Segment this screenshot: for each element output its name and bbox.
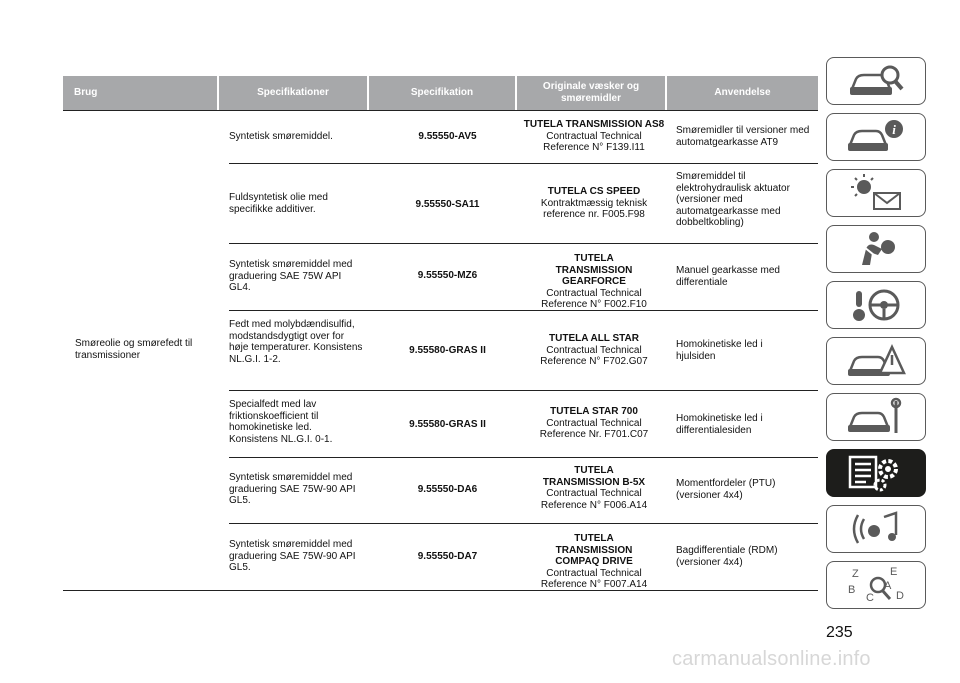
car-search-icon: [844, 61, 908, 101]
row-original-name: TUTELA TRANSMISSION COMPAQ DRIVE: [555, 533, 633, 568]
row-original: [520, 333, 668, 368]
header-brug: Brug: [63, 76, 217, 110]
row-original-ref: Kontraktmæssig teknisk reference nr. F005.F98: [540, 197, 648, 221]
row-original-ref: Contractual Technical Reference N° F002.F10: [541, 287, 647, 311]
row-spec-code: 9.55550-AV5: [418, 131, 477, 142]
row-spec-code: 9.55550-SA11: [415, 199, 480, 210]
steering-controls-icon: [844, 285, 908, 325]
index-letter: B: [848, 584, 856, 596]
row-original-name: TUTELA TRANSMISSION AS8: [523, 119, 665, 130]
technical-data-icon: [844, 453, 908, 493]
row-original: [520, 465, 668, 511]
row-use: Smøremidler til versioner med automatgearkasse AT9: [676, 125, 810, 148]
row-separator: [229, 163, 818, 164]
index-icon: [844, 565, 908, 605]
row-spec-code: 9.55580-GRAS II: [409, 345, 486, 356]
row-spec-text: Specialfedt med lav friktionskoefficient til homokinetiske led. Konsistens NL.G.I. 0-1.: [229, 399, 333, 445]
row-separator: [229, 523, 818, 524]
row-separator: [229, 390, 818, 391]
row-use: Bagdifferentiale (RDM) (versioner 4x4): [676, 545, 778, 568]
tab-starting-driving[interactable]: [826, 281, 926, 329]
row-use: Homokinetiske led i differentialesiden: [676, 413, 763, 436]
car-info-icon: [844, 117, 908, 157]
warning-light-message-icon: [844, 173, 908, 213]
row-original-name: TUTELA CS SPEED: [547, 186, 641, 197]
row-original-ref: Contractual Technical Reference N° F702.G07: [540, 344, 648, 368]
row-spec-text: Syntetisk smøremiddel med graduering SAE 75W-90 API GL5.: [229, 472, 356, 507]
index-letter: A: [884, 580, 892, 592]
row-original: [520, 406, 668, 441]
row-spec-code: 9.55550-MZ6: [417, 270, 478, 281]
index-letter: Z: [852, 568, 859, 580]
row-original-ref: Contractual Technical Reference N° F006.A14: [540, 488, 648, 511]
header-specifikationer: Specifikationer: [219, 76, 367, 110]
multimedia-icon: [844, 509, 908, 549]
row-original: [520, 186, 668, 221]
row-use: Momentfordeler (PTU) (versioner 4x4): [676, 478, 776, 501]
row-spec-code: 9.55550-DA7: [417, 551, 478, 562]
row-spec-text: Fuldsyntetisk olie med specifikke additiver.: [229, 192, 328, 215]
row-original-name: TUTELA STAR 700: [550, 406, 638, 417]
table-bottom-rule: [63, 590, 818, 591]
index-letter: C: [866, 592, 874, 604]
tab-warning-lights[interactable]: [826, 169, 926, 217]
index-letter: E: [890, 566, 898, 578]
header-specifikation: Specifikation: [369, 76, 515, 110]
group-label: Smøreolie og smørefedt til transmissioner: [75, 338, 193, 361]
page-number: 235: [826, 624, 853, 641]
footer-watermark: carmanualsonline.info: [672, 648, 871, 670]
row-original-ref: Contractual Technical Reference N° F139.I11: [543, 130, 645, 154]
row-spec-code: 9.55550-DA6: [417, 484, 478, 495]
row-original: [520, 253, 668, 311]
row-original: [520, 119, 668, 154]
tab-emergency[interactable]: [826, 337, 926, 385]
row-separator: [229, 310, 818, 311]
header-originale: Originale væsker og smøremidler: [517, 76, 665, 110]
tab-index[interactable]: [826, 561, 926, 609]
tab-maintenance[interactable]: [826, 393, 926, 441]
tab-safety[interactable]: [826, 225, 926, 273]
row-original-name: TUTELA TRANSMISSION GEARFORCE: [555, 253, 633, 288]
row-use: Homokinetiske led i hjulsiden: [676, 339, 763, 362]
row-original-name: TUTELA ALL STAR: [549, 333, 639, 344]
row-separator: [229, 457, 818, 458]
index-letter: D: [896, 590, 904, 602]
tab-car-info[interactable]: [826, 113, 926, 161]
row-spec-text: Syntetisk smøremiddel.: [229, 131, 333, 142]
tab-car-search[interactable]: [826, 57, 926, 105]
row-use: Manuel gearkasse med differentiale: [676, 265, 780, 288]
car-service-icon: [844, 397, 908, 437]
row-spec-code: 9.55580-GRAS II: [409, 419, 486, 430]
airbag-seat-icon: [844, 229, 908, 269]
table-header: [63, 76, 818, 110]
row-spec-text: Syntetisk smøremiddel med graduering SAE 75W API GL4.: [229, 259, 353, 294]
row-original-ref: Contractual Technical Reference N° F007.A14: [540, 567, 648, 591]
header-anvendelse: Anvendelse: [667, 76, 818, 110]
row-original-ref: Contractual Technical Reference Nr. F701.C07: [539, 417, 649, 441]
row-spec-text: Syntetisk smøremiddel med graduering SAE 75W-90 API GL5.: [229, 539, 356, 574]
svg-text:i: i: [892, 122, 896, 137]
row-separator: [229, 243, 818, 244]
table-top-rule: [63, 110, 818, 111]
row-use: Smøremiddel til elektrohydraulisk aktuator (versioner med automatgearkasse med dobbeltkobling): [676, 171, 790, 229]
tab-multimedia[interactable]: [826, 505, 926, 553]
tab-technical-data[interactable]: [826, 449, 926, 497]
row-original: [520, 533, 668, 591]
row-spec-text: Fedt med molybdændisulfid, modstandsdygtigt over for høje temperaturer. Konsistens NL.G.I. 1-2.: [229, 319, 363, 365]
row-original-name: TUTELA TRANSMISSION B-5X: [542, 465, 646, 488]
car-emergency-icon: [844, 341, 908, 381]
